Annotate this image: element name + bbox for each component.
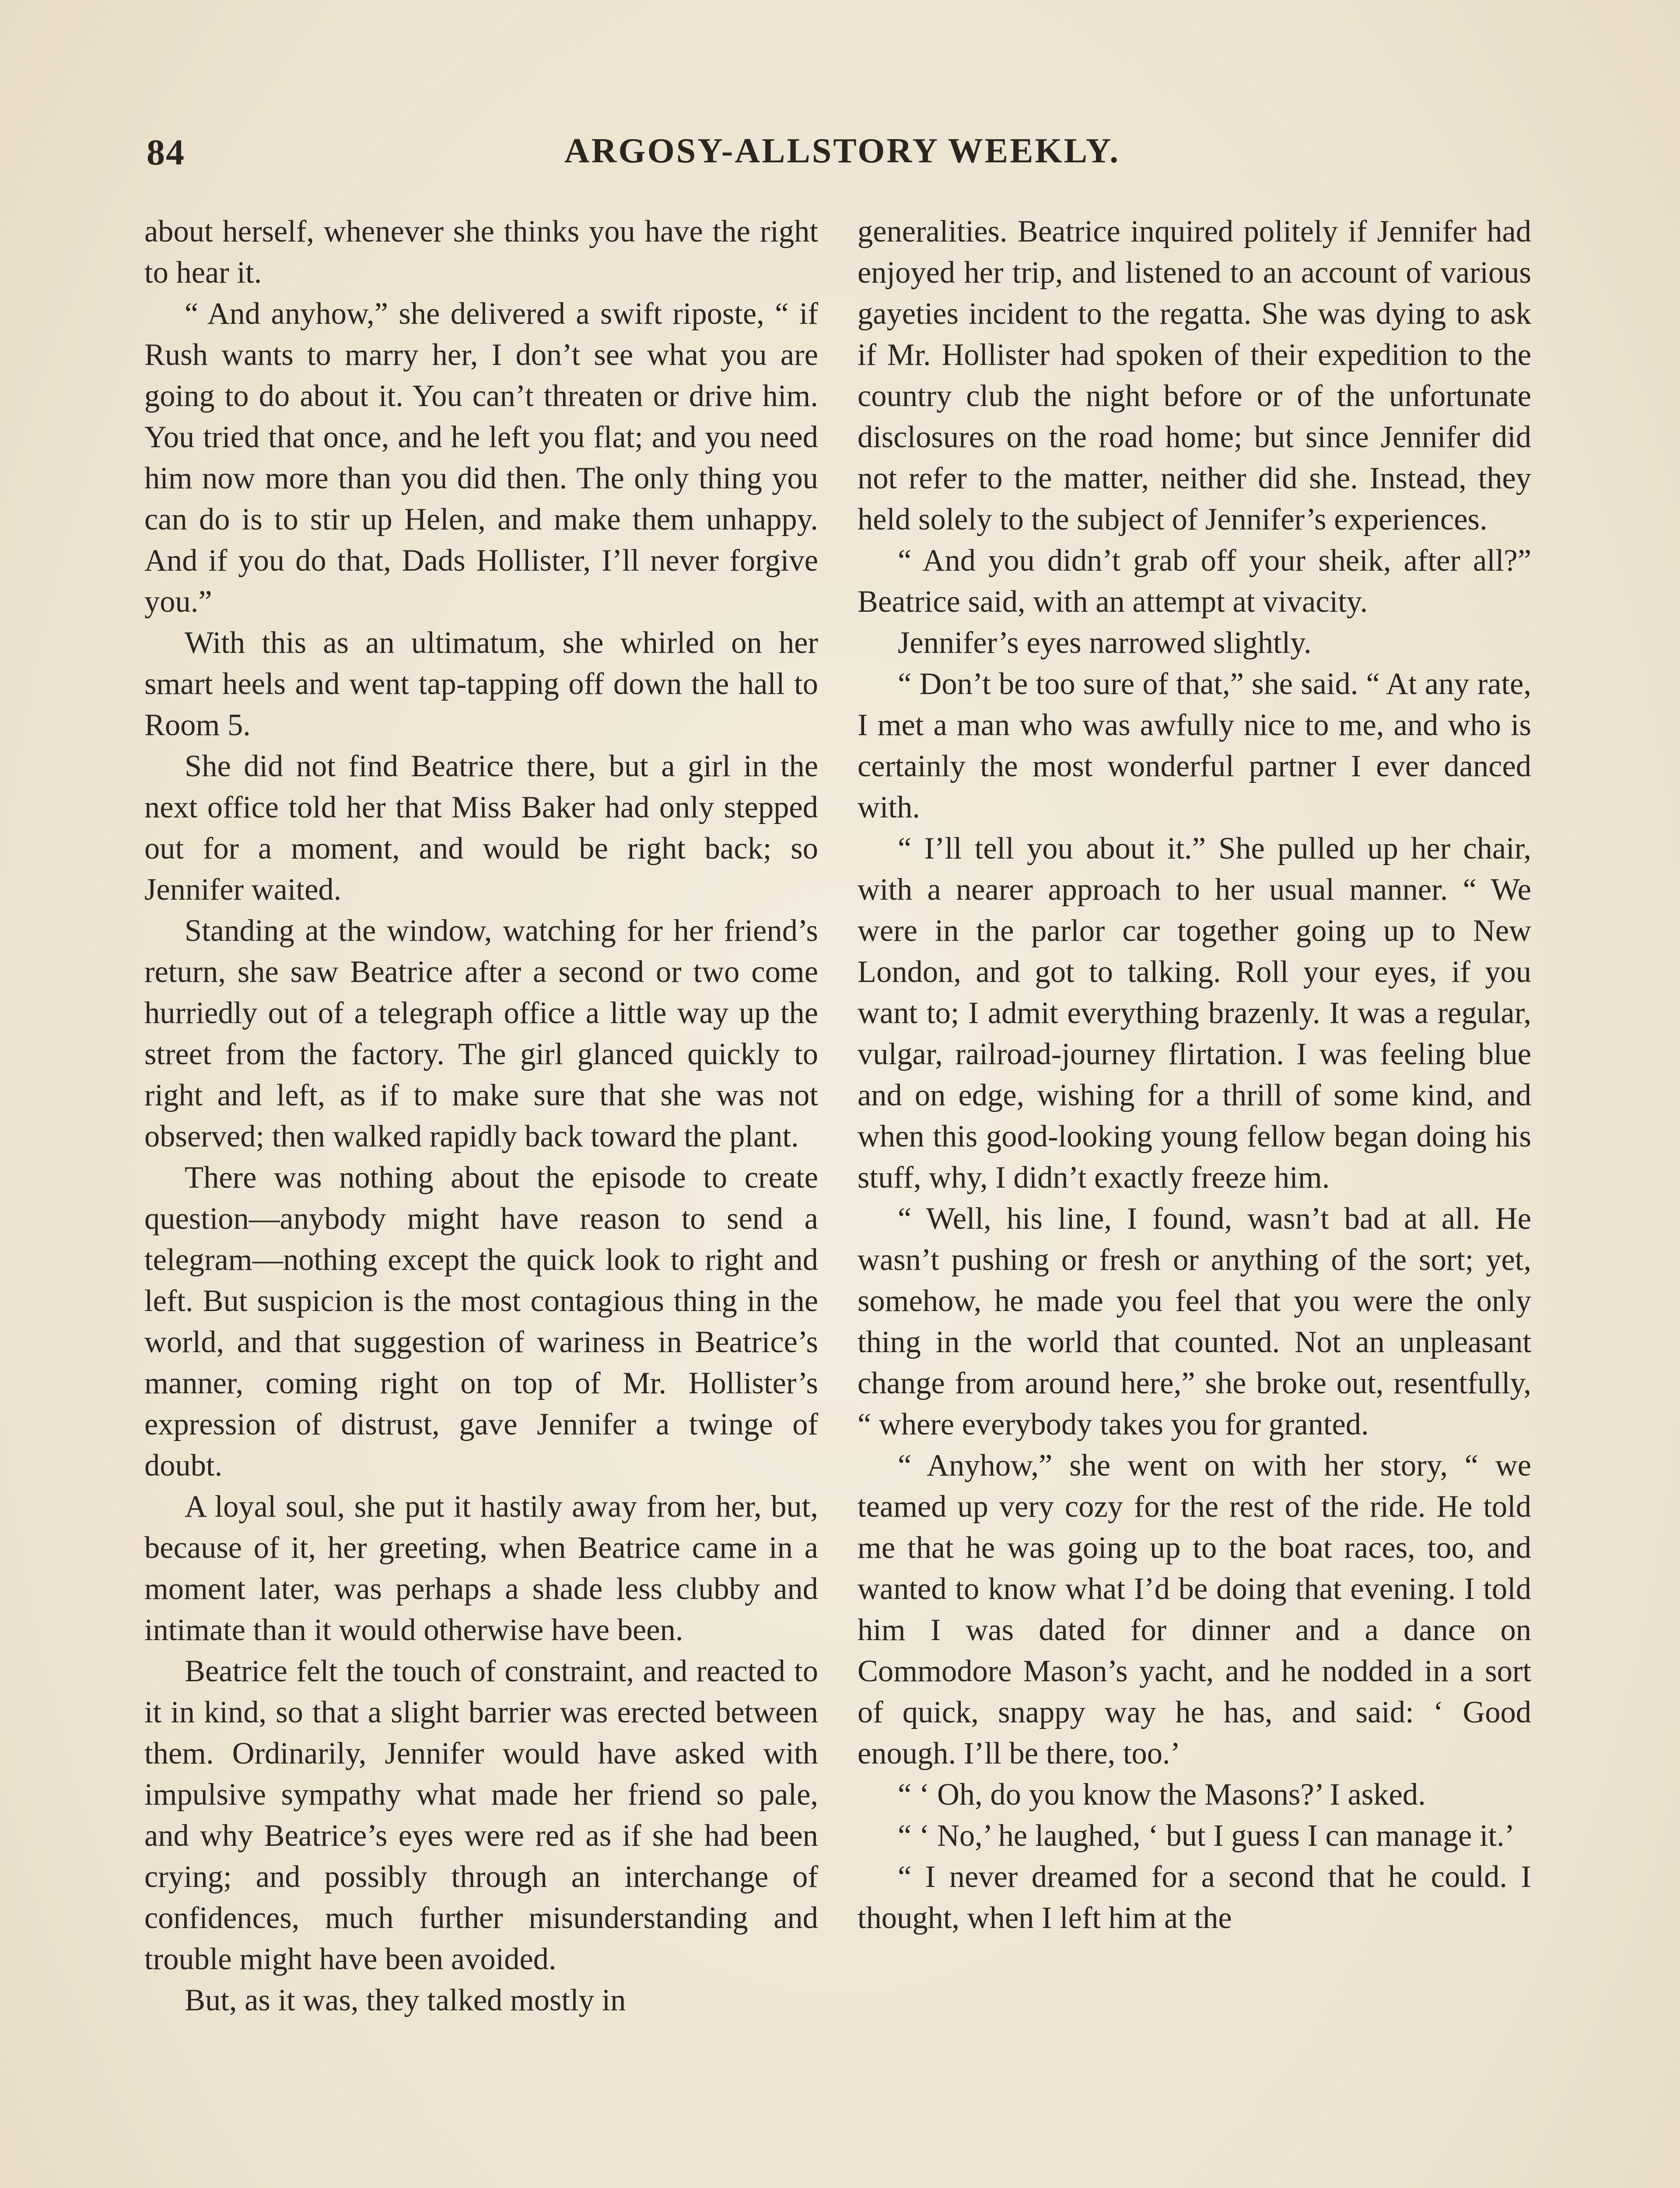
paragraph: But, as it was, they talked mostly in bbox=[185, 1983, 626, 2017]
paragraph: “ Well, his line, I found, wasn’t bad at all. He wasn’t pushing or fresh or anything of the sort; yet, somehow, he made you feel that you were the only thing in the world that counted. Not an unpleasant change from around here,” she broke out, resentfully, “ where everybody takes you for granted. bbox=[858, 1202, 1531, 1441]
paragraph: Jennifer’s eyes narrowed slightly. bbox=[898, 626, 1312, 660]
paragraph: “ I never dreamed for a second that he could. I thought, when I left him at the bbox=[858, 1860, 1531, 1935]
paragraph: A loyal soul, she put it hastily away from her, but, because of it, her greeting, when Beatrice came in a moment later, was perhaps a shade less clubby and intimate than it would otherwise have been. bbox=[144, 1490, 818, 1647]
paragraph: She did not find Beatrice there, but a girl in the next office told her that Miss Baker had only stepped out for a moment, and would be right back; so Jennifer waited. bbox=[144, 749, 818, 907]
paragraph: “ And anyhow,” she delivered a swift riposte, “ if Rush wants to marry her, I don’t see what you are going to do about it. You can’t threaten or drive him. You tried that once, and he left you flat; and you need him now more than you did then. The only thing you can do is to stir up Helen, and make them unhappy. And if you do that, Dads Hollister, I’ll never forgive you.” bbox=[144, 297, 818, 619]
page-number: 84 bbox=[147, 132, 185, 173]
paragraph: Standing at the window, watching for her friend’s return, she saw Beatrice after a second or two come hurriedly out of a telegraph office a little way up the street from the factory. The girl glanced quickly to right and left, as if to make sure that she was not observed; then walked rapidly back toward the plant. bbox=[144, 914, 818, 1154]
paragraph: “ Don’t be too sure of that,” she said. “ At any rate, I met a man who was awfully nice to me, and who is certainly the most wonderful partner I ever danced with. bbox=[858, 667, 1531, 824]
paragraph: generalities. Beatrice inquired politely if Jennifer had enjoyed her trip, and listened to an account of various gayeties incident to the regatta. She was dying to ask if Mr. Hollister had spoken of their expedition to the country club the night before or of the unfortunate disclosures on the road home; but since Jennifer did not refer to the matter, neither did she. Instead, they held solely to the subject of Jennifer’s experiences. bbox=[858, 214, 1531, 536]
paragraph: There was nothing about the episode to create question—anybody might have reason to send a telegram—nothing except the quick look to right and left. But suspicion is the most contagious thing in the world, and that suggestion of wariness in Beatrice’s manner, coming right on top of Mr. Hollister’s expression of distrust, gave Jennifer a twinge of doubt. bbox=[144, 1161, 818, 1483]
running-head: ARGOSY-ALLSTORY WEEKLY. bbox=[564, 132, 1120, 170]
paragraph: “ ‘ No,’ he laughed, ‘ but I guess I can manage it.’ bbox=[898, 1819, 1515, 1853]
paragraph: Beatrice felt the touch of constraint, and reacted to it in kind, so that a slight barrier was erected between them. Ordinarily, Jennifer would have asked with impulsive sympathy what made her friend so pale, and why Beatrice’s eyes were red as if she had been crying; and possibly through an interchange of confidences, much further misunderstanding and trouble might have been avoided. bbox=[144, 1654, 818, 1976]
paragraph: “ ‘ Oh, do you know the Masons?’ I asked. bbox=[898, 1778, 1426, 1812]
paragraph: “ Anyhow,” she went on with her story, “ we teamed up very cozy for the rest of the ride. He told me that he was going up to the boat races, too, and wanted to know what I’d be doing that evening. I told him I was dated for dinner and a dance on Commodore Mason’s yacht, and he nodded in a sort of quick, snappy way he has, and said: ‘ Good enough. I’ll be there, too.’ bbox=[858, 1448, 1531, 1771]
right-column bbox=[858, 211, 1531, 1939]
paragraph: about herself, whenever she thinks you have the right to hear it. bbox=[144, 214, 818, 290]
paragraph: “ And you didn’t grab off your sheik, after all?” Beatrice said, with an attempt at vivacity. bbox=[858, 543, 1531, 619]
paragraph: With this as an ultimatum, she whirled on her smart heels and went tap-tapping off down the hall to Room 5. bbox=[144, 626, 818, 742]
paragraph: “ I’ll tell you about it.” She pulled up her chair, with a nearer approach to her usual manner. “ We were in the parlor car together going up to New London, and got to talking. Roll your eyes, if you want to; I admit everything brazenly. It was a regular, vulgar, railroad-journey flirtation. I was feeling blue and on edge, wishing for a thrill of some kind, and when this good-looking young fellow began doing his stuff, why, I didn’t exactly freeze him. bbox=[858, 831, 1531, 1195]
page-header bbox=[147, 131, 1538, 179]
left-column bbox=[144, 211, 818, 2021]
